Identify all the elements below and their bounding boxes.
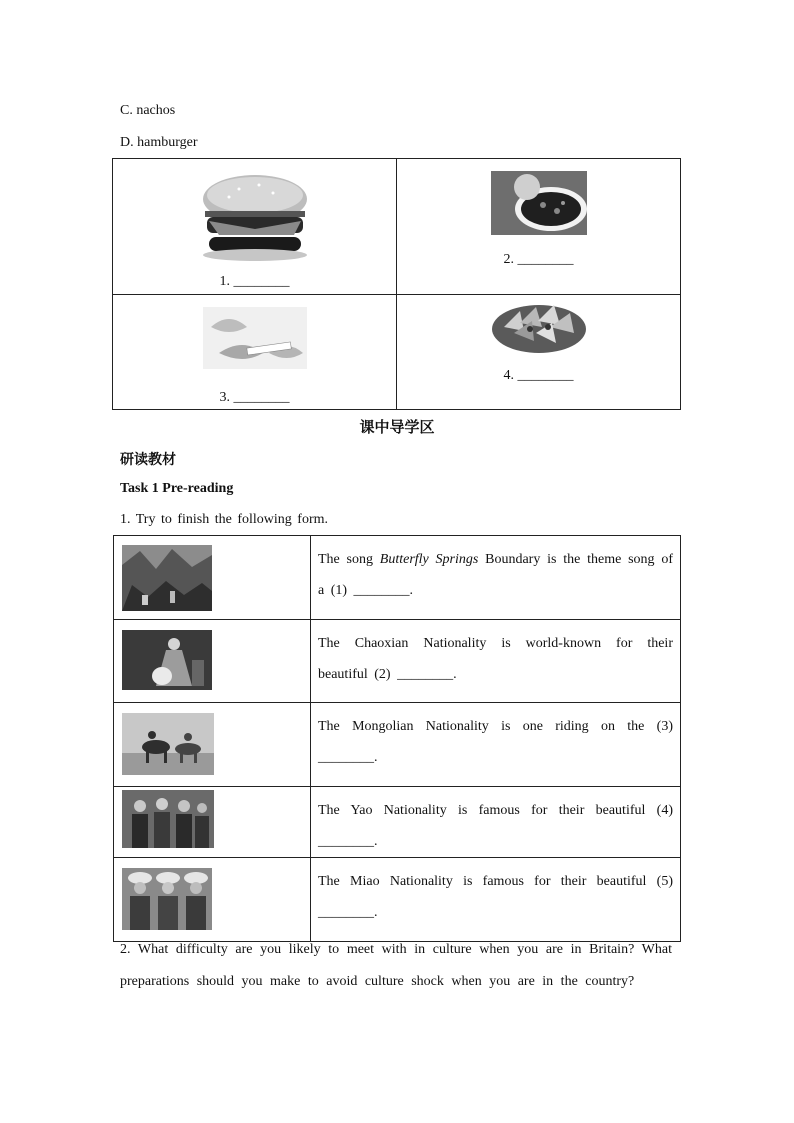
photo-cell-5: [114, 858, 311, 942]
row-text-3-a: The Mongolian Nationality is one riding on the (3) ________.: [318, 719, 673, 765]
miao-women-icon: [122, 868, 212, 930]
option-c: C. nachos: [120, 103, 176, 118]
row-text-1-b: Boundary is the theme song of a (1) ________.: [318, 552, 673, 598]
chili-bowl-icon: [491, 171, 587, 235]
food-cell-2: [397, 159, 681, 295]
subsection-title: 研读教材: [120, 453, 176, 468]
section-title: 课中导学区: [359, 420, 435, 436]
row-text-1: [311, 536, 681, 620]
row-text-2: [311, 620, 681, 703]
food-cell-1: [113, 159, 397, 295]
instruction: 1. Try to finish the following form.: [120, 512, 329, 527]
photo-cell-2: [114, 620, 311, 703]
row-text-1-a: The song: [318, 552, 380, 567]
fortune-cookie-icon: [203, 307, 307, 369]
food-cell-3: [113, 295, 397, 410]
yao-women-icon: [122, 790, 214, 848]
mongolian-riders-icon: [122, 713, 214, 775]
photo-cell-1: [114, 536, 311, 620]
landscape-photo-icon: [122, 545, 212, 611]
chaoxian-dancer-icon: [122, 630, 212, 690]
food-matching-table: [112, 158, 681, 410]
option-d: D. hamburger: [120, 135, 198, 150]
food-blank-4: 4. ________: [503, 368, 574, 383]
hamburger-icon: [199, 171, 311, 261]
row-text-5-a: The Miao Nationality is famous for their beautiful (5) ________.: [318, 874, 673, 920]
row-text-1-italic: Butterfly Springs: [379, 552, 479, 567]
food-blank-2: 2. ________: [503, 252, 574, 267]
row-text-4-a: The Yao Nationality is famous for their beautiful (4) ________.: [318, 803, 673, 849]
task-title: Task 1 Pre-reading: [120, 481, 234, 496]
question-2: 2. What difficulty are you likely to meet with in culture when you are in Britain? What preparations should you make to avoid culture shock when you are in the country?: [120, 942, 672, 989]
photo-cell-4: [114, 787, 311, 858]
row-text-2-a: The Chaoxian Nationality is world-known for their beautiful (2) ________.: [318, 636, 673, 682]
nachos-plate-icon: [490, 297, 588, 357]
photo-cell-3: [114, 703, 311, 787]
row-text-4: [311, 787, 681, 858]
food-cell-4: [397, 295, 681, 410]
food-blank-3: 3. ________: [219, 390, 290, 405]
nationality-form-table: [113, 535, 681, 942]
row-text-3: [311, 703, 681, 787]
food-blank-1: 1. ________: [219, 274, 290, 289]
row-text-5: [311, 858, 681, 942]
